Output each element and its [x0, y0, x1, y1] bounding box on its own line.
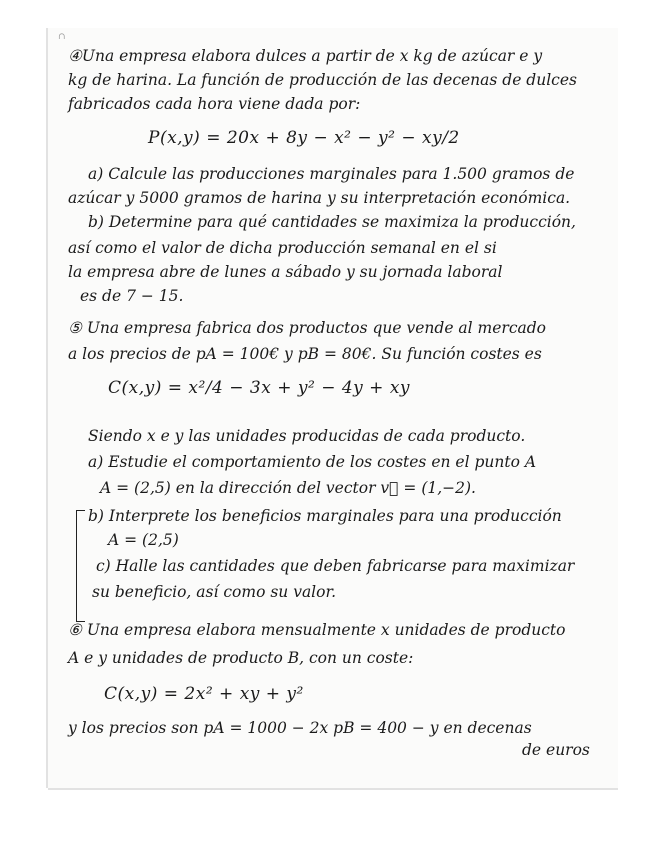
- p5-line-4: Siendo x e y las unidades producidas de cada producto.: [88, 427, 526, 445]
- p4-line-9: la empresa abre de lunes a sábado y su jornada laboral: [68, 263, 503, 281]
- p4-formula: P(x,y) = 20x + 8y − x² − y² − xy/2: [148, 128, 460, 148]
- p4-line-10: es de 7 − 15.: [80, 287, 184, 305]
- p5-line-8: A = (2,5): [108, 531, 179, 549]
- p6-line-4: y los precios son pA = 1000 − 2x pB = 400 − y en decenas: [68, 719, 532, 737]
- p4-line-6: azúcar y 5000 gramos de harina y su interpretación económica.: [68, 189, 571, 207]
- corner-mark: ∩: [58, 32, 66, 42]
- p4-line-3: fabricados cada hora viene dada por:: [68, 95, 361, 113]
- p5-line-9: c) Halle las cantidades que deben fabricarse para maximizar: [96, 557, 575, 575]
- p5-line-10: su beneficio, así como su valor.: [92, 583, 337, 601]
- p4-line-1: ④Una empresa elabora dulces a partir de x kg de azúcar e y: [68, 47, 543, 65]
- p4-line-8: así como el valor de dicha producción semanal en el si: [68, 239, 497, 257]
- p5-formula: C(x,y) = x²/4 − 3x + y² − 4y + xy: [108, 378, 411, 398]
- p5-line-6: A = (2,5) en la dirección del vector v⃗ = (1,−2).: [100, 479, 476, 497]
- p5-line-1: ⑤ Una empresa fabrica dos productos que vende al mercado: [68, 319, 546, 337]
- bracket-mark: [76, 510, 85, 622]
- p4-line-5: a) Calcule las producciones marginales para 1.500 gramos de: [88, 165, 575, 183]
- p5-line-5: a) Estudie el comportamiento de los costes en el punto A: [88, 453, 537, 471]
- p5-line-7: b) Interprete los beneficios marginales para una producción: [88, 507, 562, 525]
- p4-line-7: b) Determine para qué cantidades se maximiza la producción,: [88, 213, 576, 231]
- p5-line-2: a los precios de pA = 100€ y pB = 80€. Su función costes es: [68, 345, 542, 363]
- p6-formula: C(x,y) = 2x² + xy + y²: [104, 684, 304, 704]
- p6-line-1: ⑥ Una empresa elabora mensualmente x unidades de producto: [68, 621, 566, 639]
- p6-line-5: de euros: [522, 741, 590, 759]
- p6-line-2: A e y unidades de producto B, con un coste:: [68, 649, 414, 667]
- p4-line-2: kg de harina. La función de producción de las decenas de dulces: [68, 71, 577, 89]
- document-page: [48, 28, 618, 788]
